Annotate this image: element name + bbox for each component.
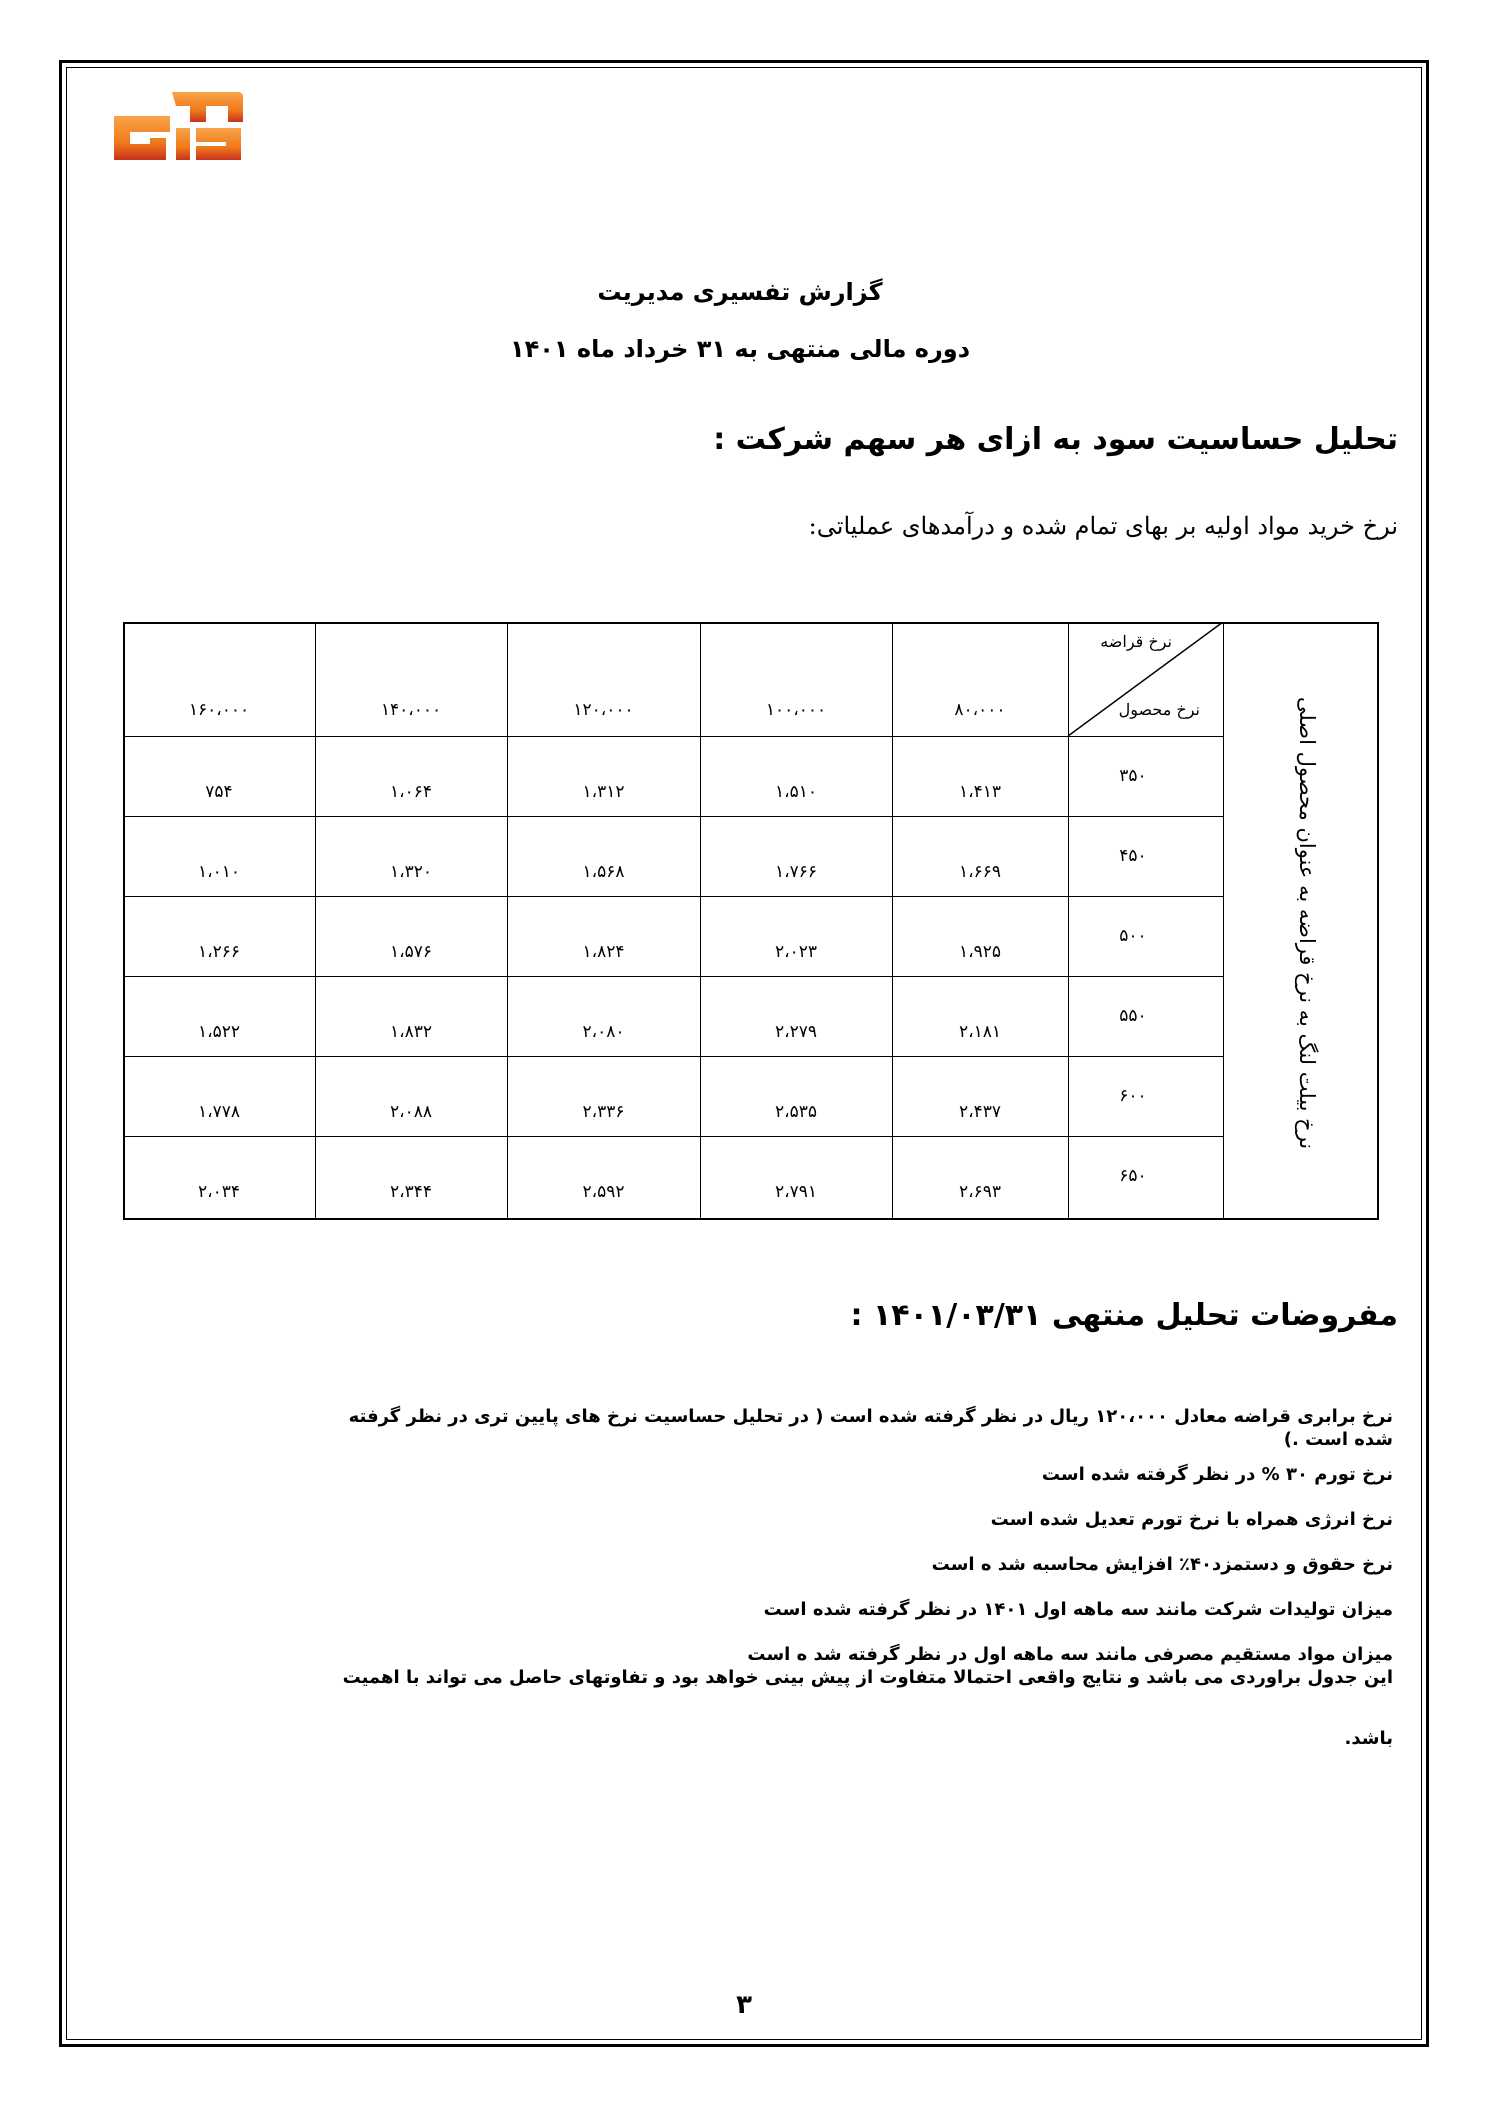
assumption-line: این جدول براوردی می باشد و نتایج واقعی احتمالا متفاوت از پیش بینی خواهد بود و تفاوتهای حاصل می تواند با اهمیت bbox=[342, 1667, 1393, 1688]
sensitivity-heading: تحلیل حساسیت سود به ازای هر سهم شرکت : bbox=[713, 422, 1398, 457]
table-cell: ۱،۹۲۵ bbox=[958, 942, 1001, 962]
table-cell: ۱،۸۳۲ bbox=[389, 1022, 432, 1042]
company-logo bbox=[110, 88, 245, 163]
assumption-line: نرخ انرژی همراه با نرخ تورم تعدیل شده است bbox=[990, 1509, 1393, 1530]
column-header: ۱۰۰،۰۰۰ bbox=[765, 700, 827, 720]
table-cell: ۲،۳۴۴ bbox=[389, 1182, 432, 1202]
table-cell: ۲،۳۳۶ bbox=[582, 1102, 625, 1122]
column-header: ۸۰،۰۰۰ bbox=[954, 700, 1006, 720]
report-period: دوره مالی منتهی به ۳۱ خرداد ماه ۱۴۰۱ bbox=[509, 335, 971, 363]
sensitivity-intro: نرخ خرید مواد اولیه بر بهای تمام شده و درآمدهای عملیاتی: bbox=[808, 512, 1398, 540]
table-cell: ۲،۰۲۳ bbox=[774, 942, 817, 962]
table-cell: ۲،۴۳۷ bbox=[958, 1102, 1001, 1122]
assumption-line: شده است .) bbox=[1283, 1429, 1393, 1450]
table-cell: ۱،۰۱۰ bbox=[197, 862, 240, 882]
table-cell: ۱،۶۶۹ bbox=[958, 862, 1001, 882]
table-cell: ۲،۷۹۱ bbox=[774, 1182, 817, 1202]
table-cell: ۲،۱۸۱ bbox=[958, 1022, 1001, 1042]
column-header: ۱۶۰،۰۰۰ bbox=[188, 700, 250, 720]
assumption-line: نرخ برابری قراضه معادل ۱۲۰،۰۰۰ ریال در نظر گرفته شده است ( در تحلیل حساسیت نرخ های پایین تری در نظر گرفته bbox=[348, 1406, 1393, 1427]
table-cell: ۲،۵۹۲ bbox=[582, 1182, 625, 1202]
column-header: ۱۴۰،۰۰۰ bbox=[380, 700, 442, 720]
row-label: ۳۵۰ bbox=[1119, 766, 1147, 786]
table-cell: ۱،۷۷۸ bbox=[197, 1102, 240, 1122]
table-side-label: نرخ بیلت لنگ به نرخ قراضه به عنوان محصول اصلی bbox=[1295, 696, 1319, 1150]
table-cell: ۱،۸۲۴ bbox=[582, 942, 625, 962]
table-cell: ۲،۰۳۴ bbox=[197, 1182, 240, 1202]
column-header: ۱۲۰،۰۰۰ bbox=[573, 700, 634, 720]
table-cell: ۲،۵۳۵ bbox=[774, 1102, 817, 1122]
page-number: ۳ bbox=[736, 1990, 752, 2020]
table-cell: ۲،۰۸۸ bbox=[389, 1102, 432, 1122]
table-cell: ۱،۵۲۲ bbox=[197, 1022, 240, 1042]
table-cell: ۲،۲۷۹ bbox=[774, 1022, 817, 1042]
row-label: ۶۰۰ bbox=[1119, 1086, 1147, 1106]
table-cell: ۷۵۴ bbox=[205, 782, 233, 802]
assumptions-heading: مفروضات تحلیل منتهی ۱۴۰۱/۰۳/۳۱ : bbox=[850, 1298, 1398, 1333]
corner-label-scrap-rate: نرخ قراضه bbox=[1100, 632, 1172, 651]
assumption-line: میزان مواد مستقیم مصرفی مانند سه ماهه اول در نظر گرفته شد ه است bbox=[747, 1644, 1393, 1665]
table-cell: ۲،۶۹۳ bbox=[958, 1182, 1001, 1202]
table-cell: ۱،۵۱۰ bbox=[774, 782, 817, 802]
assumption-line: نرخ تورم ۳۰ % در نظر گرفته شده است bbox=[1041, 1464, 1393, 1485]
row-label: ۵۵۰ bbox=[1119, 1006, 1147, 1026]
assumption-line: میزان تولیدات شرکت مانند سه ماهه اول ۱۴۰۱ در نظر گرفته شده است bbox=[763, 1599, 1393, 1620]
table-cell: ۲،۰۸۰ bbox=[582, 1022, 625, 1042]
table-cell: ۱،۴۱۳ bbox=[958, 782, 1001, 802]
row-label: ۵۰۰ bbox=[1119, 926, 1147, 946]
table-cell: ۱،۰۶۴ bbox=[389, 782, 432, 802]
table-cell: ۱،۳۱۲ bbox=[582, 782, 625, 802]
row-label: ۴۵۰ bbox=[1119, 846, 1147, 866]
table-cell: ۱،۵۷۶ bbox=[389, 942, 432, 962]
row-label: ۶۵۰ bbox=[1119, 1166, 1147, 1186]
report-title: گزارش تفسیری مدیریت bbox=[597, 278, 883, 306]
assumption-line: نرخ حقوق و دستمزد۴۰٪ افزایش محاسبه شد ه است bbox=[931, 1554, 1393, 1575]
corner-label-product-rate: نرخ محصول bbox=[1118, 700, 1200, 719]
assumptions-list bbox=[263, 1405, 1393, 1750]
assumption-line: باشد. bbox=[1344, 1728, 1393, 1749]
table-cell: ۱،۳۲۰ bbox=[389, 862, 432, 882]
table-cell: ۱،۵۶۸ bbox=[582, 862, 625, 882]
table-cell: ۱،۷۶۶ bbox=[774, 862, 817, 882]
table-cell: ۱،۲۶۶ bbox=[197, 942, 240, 962]
